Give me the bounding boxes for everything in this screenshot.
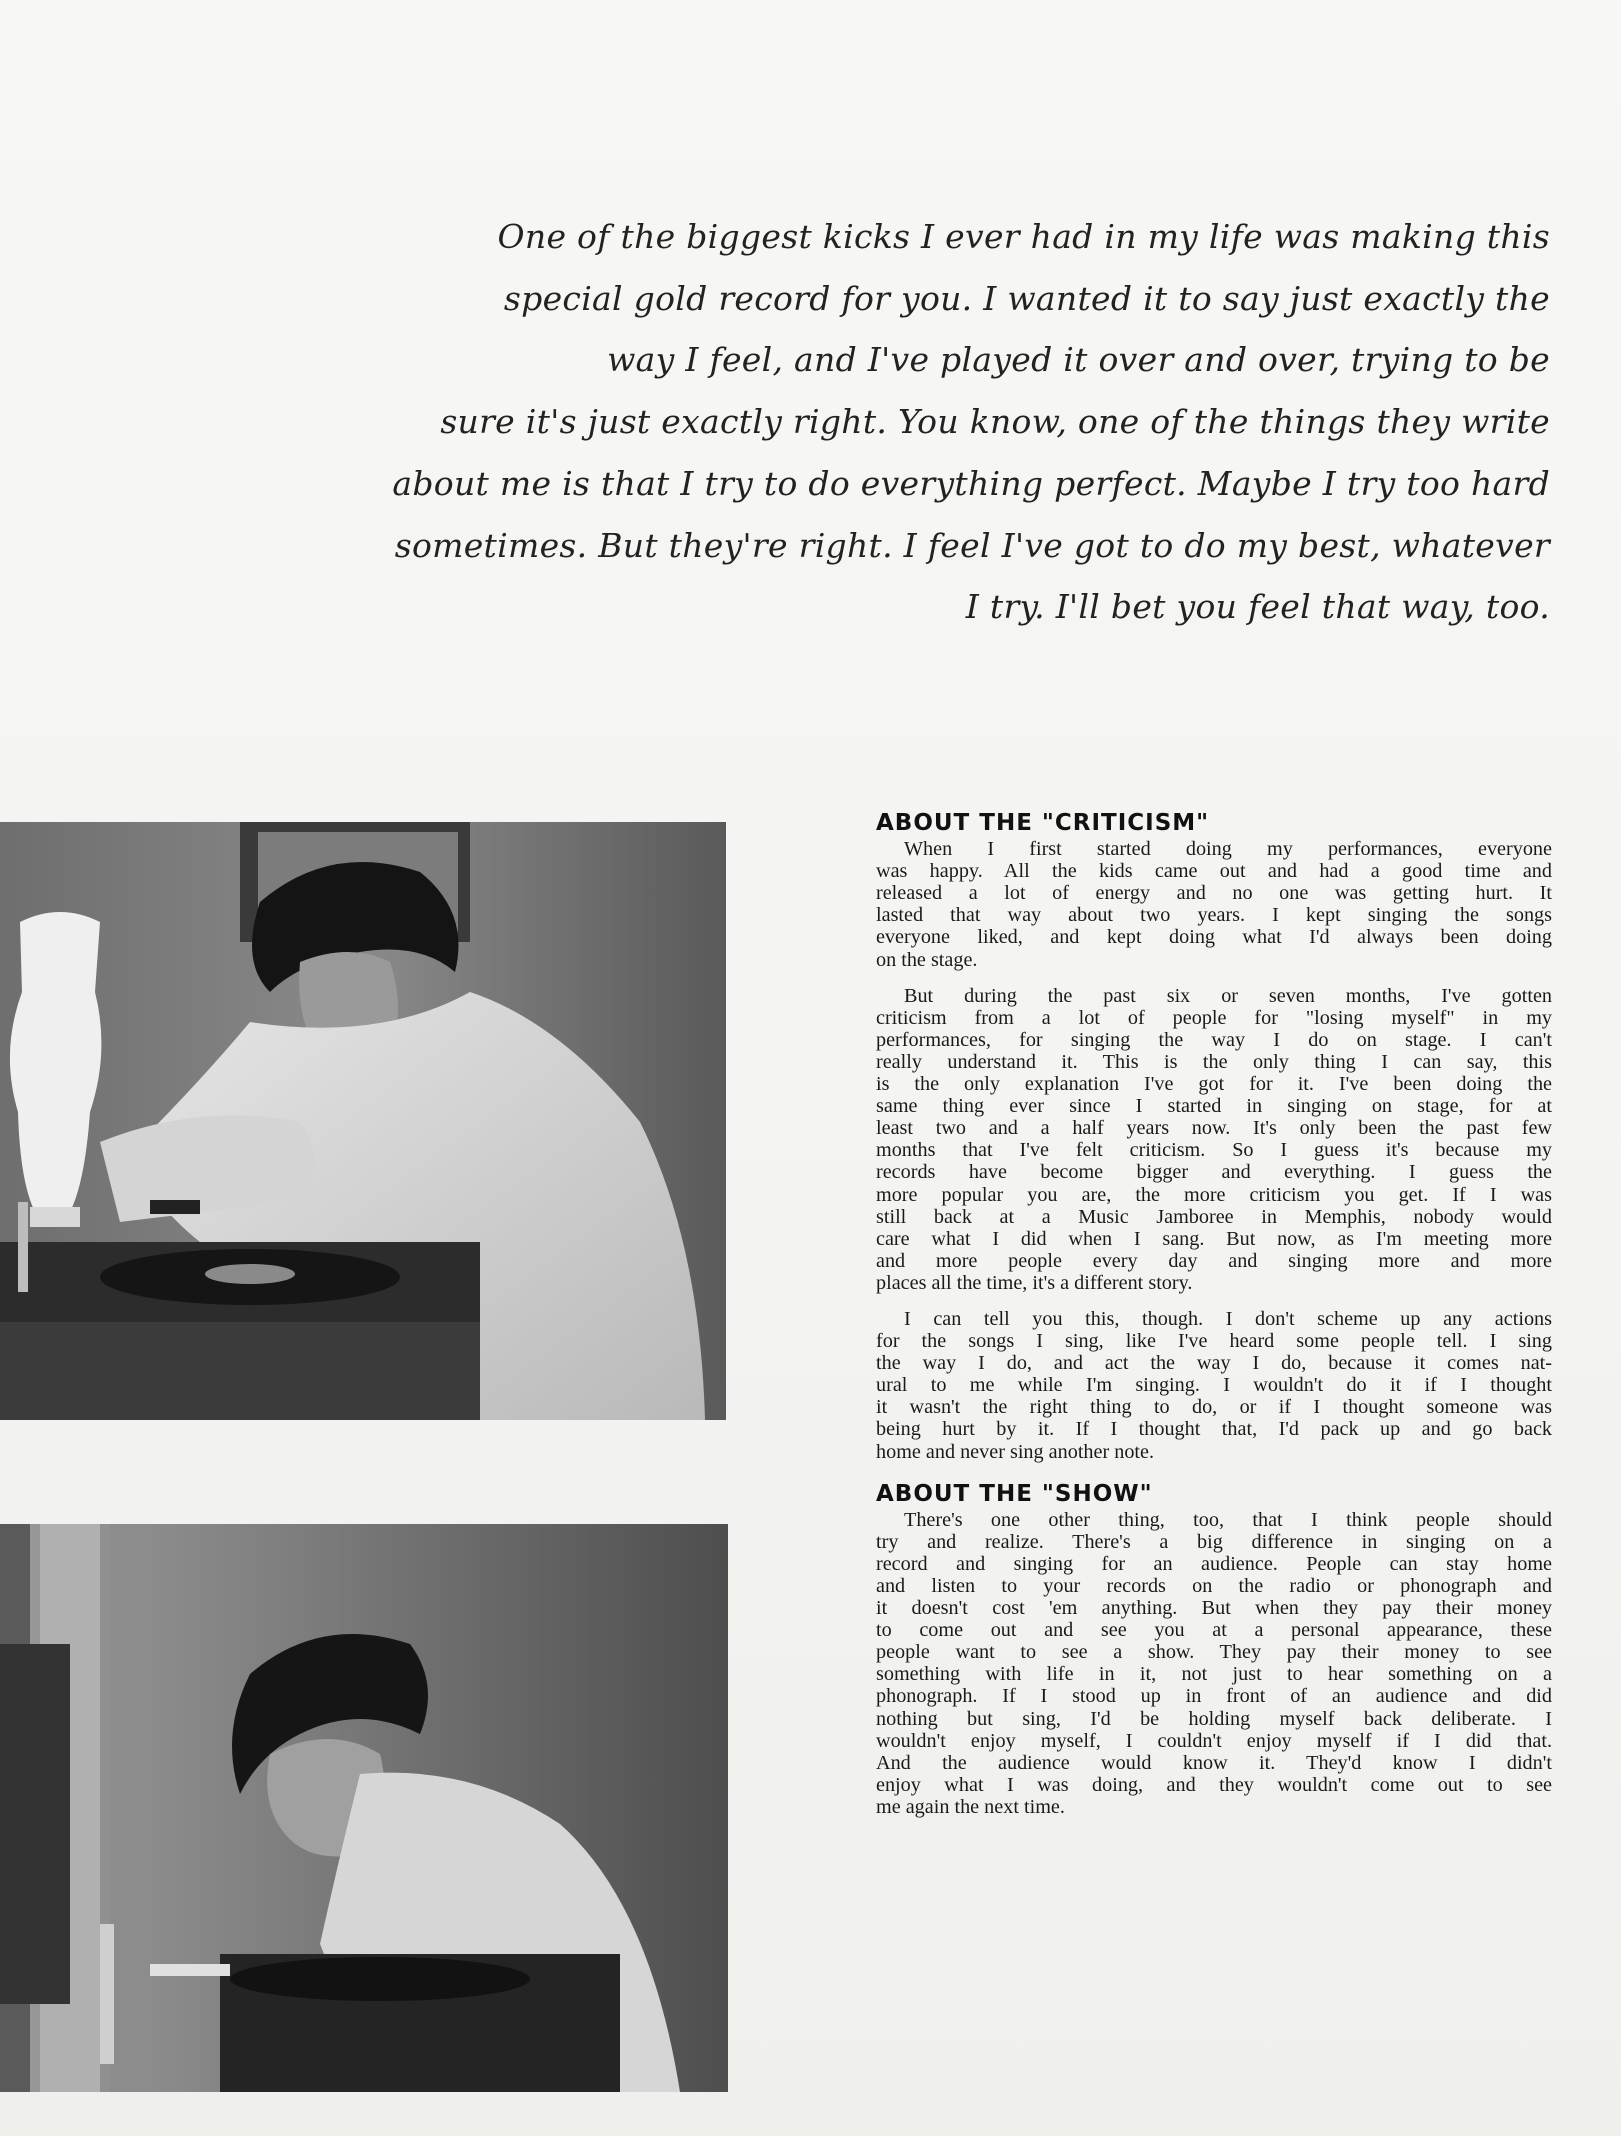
text-line: ural to me while I'm singing. I wouldn't do it if I thought bbox=[876, 1374, 1552, 1397]
text-line: people want to see a show. They pay their money to see bbox=[876, 1641, 1552, 1664]
quote-line: special gold record for you. I wanted it to say just exactly the bbox=[503, 278, 1550, 318]
text-line: something with life in it, not just to hear something on a bbox=[876, 1663, 1552, 1686]
text-line: to come out and see you at a personal appearance, these bbox=[876, 1619, 1552, 1642]
photo-record-player-bottom bbox=[0, 1524, 728, 2092]
text-line: criticism from a lot of people for "losing myself" in my bbox=[876, 1006, 1552, 1029]
text-line: record and singing for an audience. People can stay home bbox=[876, 1552, 1552, 1575]
text-line: and more people every day and singing more and more bbox=[876, 1249, 1552, 1272]
paragraph bbox=[876, 1509, 1552, 1818]
text-line: it doesn't cost 'em anything. But when they pay their money bbox=[876, 1597, 1552, 1620]
text-line: it wasn't the right thing to do, or if I thought someone was bbox=[876, 1396, 1552, 1419]
quote-line: I try. I'll bet you feel that way, too. bbox=[965, 587, 1550, 627]
text-line: is the only explanation I've got for it. I've been doing the bbox=[876, 1073, 1552, 1096]
text-line: enjoy what I was doing, and they wouldn't come out to see bbox=[876, 1773, 1552, 1796]
text-line: home and never sing another note. bbox=[876, 1440, 1155, 1463]
intro-quote bbox=[250, 206, 1550, 638]
text-line: I can tell you this, though. I don't scheme up any actions bbox=[904, 1307, 1552, 1330]
text-line: me again the next time. bbox=[876, 1795, 1065, 1818]
text-line: nothing but sing, I'd be holding myself back deliberate. I bbox=[876, 1707, 1552, 1730]
text-line: But during the past six or seven months, I've gotten bbox=[904, 984, 1552, 1007]
text-line: phonograph. If I stood up in front of an audience and did bbox=[876, 1685, 1552, 1708]
paragraph bbox=[876, 838, 1552, 971]
text-line: places all the time, it's a different story. bbox=[876, 1271, 1193, 1294]
paragraph bbox=[876, 1308, 1552, 1463]
article-body bbox=[876, 812, 1552, 1832]
text-line: everyone liked, and kept doing what I'd always been doing bbox=[876, 926, 1552, 949]
text-line: and listen to your records on the radio or phonograph and bbox=[876, 1575, 1552, 1597]
quote-line: sure it's just exactly right. You know, one of the things they write bbox=[440, 402, 1550, 442]
text-line: was happy. All the kids came out and had a good time and bbox=[876, 860, 1552, 883]
text-line: There's one other thing, too, that I think people should bbox=[904, 1508, 1552, 1531]
section-heading-show: ABOUT THE "SHOW" bbox=[876, 1480, 1153, 1507]
text-line: still back at a Music Jamboree in Memphis, nobody would bbox=[876, 1205, 1552, 1228]
text-line: When I first started doing my performances, everyone bbox=[904, 838, 1552, 861]
text-line: really understand it. This is the only thing I can say, this bbox=[876, 1050, 1552, 1073]
text-line: And the audience would know it. They'd know I didn't bbox=[876, 1751, 1552, 1774]
text-line: months that I've felt criticism. So I guess it's because my bbox=[876, 1139, 1552, 1162]
text-line: more popular you are, the more criticism you get. If I was bbox=[876, 1183, 1552, 1206]
quote-line: sometimes. But they're right. I feel I've got to do my best, whatever bbox=[394, 525, 1550, 565]
photo-record-player-top bbox=[0, 822, 726, 1420]
text-line: the way I do, and act the way I do, because it comes nat- bbox=[876, 1352, 1552, 1375]
text-line: being hurt by it. If I thought that, I'd pack up and go back bbox=[876, 1418, 1552, 1441]
text-line: try and realize. There's a big difference in singing on a bbox=[876, 1530, 1552, 1553]
quote-line: about me is that I try to do everything perfect. Maybe I try too hard bbox=[392, 463, 1550, 503]
text-line: released a lot of energy and no one was getting hurt. It bbox=[876, 882, 1552, 905]
text-line: records have become bigger and everything. I guess the bbox=[876, 1161, 1552, 1184]
photo-illustration bbox=[0, 1524, 728, 2092]
text-line: lasted that way about two years. I kept singing the songs bbox=[876, 904, 1552, 927]
paragraph bbox=[876, 985, 1552, 1294]
text-line: on the stage. bbox=[876, 948, 978, 971]
text-line: care what I did when I sang. But now, as I'm meeting more bbox=[876, 1227, 1552, 1250]
quote-line: One of the biggest kicks I ever had in my life was making this bbox=[497, 217, 1550, 256]
quote-line: way I feel, and I've played it over and over, trying to be bbox=[607, 340, 1550, 380]
photo-illustration bbox=[0, 822, 726, 1420]
text-line: performances, for singing the way I do on stage. I can't bbox=[876, 1028, 1552, 1051]
text-line: wouldn't enjoy myself, I couldn't enjoy myself if I did that. bbox=[876, 1729, 1552, 1752]
text-line: for the songs I sing, like I've heard some people tell. I sing bbox=[876, 1330, 1552, 1353]
section-heading-criticism: ABOUT THE "CRITICISM" bbox=[876, 810, 1210, 836]
text-line: least two and a half years now. It's only been the past few bbox=[876, 1117, 1552, 1140]
text-line: same thing ever since I started in singing on stage, for at bbox=[876, 1095, 1552, 1118]
